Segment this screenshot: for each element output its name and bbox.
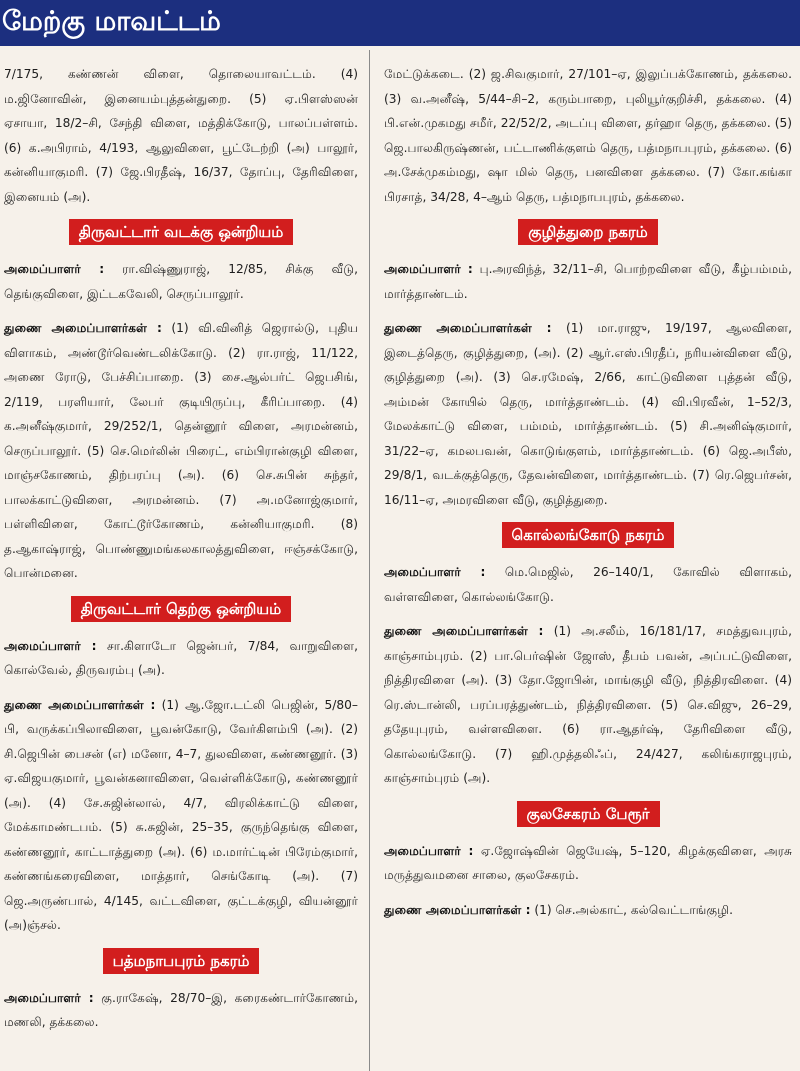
deputy-text: (1) வி.வினித் ஜெரால்டு, புதிய விளாகம், அண்டூர்வெண்டலிக்கோடு. (2) ரா.ராஜ், 11/122, அணை ரோடு, பேச்சிப்பாறை. (3) சை.ஆல்பர்ட் ஜெபசிங், 2/119, பரளியார், லேபர் குடியிருப்பு, கீரிப்பாறை. (4) க.அனீஷ்குமார், 29/252/1, தென்னூர் விளை, அரமன்னம், செருப்பாலூர். (5) செ.மெர்லின் பிரைட், எம்பிரான்குழி விளை, மாஞ்சகோணம், திற்பரப்பு (அ). (6) செ.சுபின் சுந்தர், பாலக்காட்டுவிளை, அரமன்னம். (7) அ.மனோஜ்குமார், பள்ளிவிளை, கோட்டூர்கோணம், கன்னியாகுமரி. (8) த.ஆகாஷ்ராஜ், பொண்ணுமங்கலகாலத்துவிளை, ஈஞ்சக்கோடு, பொன்மனை. bbox=[4, 321, 358, 580]
left-column bbox=[0, 50, 358, 1071]
deputy-text: (1) அ.சலீம், 16/181/17, சமத்துவபுரம், காஞ்சாம்புரம். (2) பா.பெர்ஷின் ஜோஸ், தீபம் பவன், அப்பட்டுவிளை, நித்திரவிளை (அ). (3) தோ.ஜோபின், மாங்குழி வீடு, நித்திரவிளை. (4) ரெ.ஸ்டான்லி, பரப்பரத்துண்டம், நித்திரவிளை. (5) செ.விஜு, 26–29, ததேயுபுரம், வள்ளவிளை. (6) ரா.ஆதர்ஷ், தேரிவிளை வீடு, கொல்லங்கோடு. (7) ஹி.முத்தலிஃப், 24/427, கலிங்கராஜபுரம், காஞ்சாம்புரம் (அ). bbox=[384, 624, 792, 785]
section-heading bbox=[4, 596, 358, 622]
organizer-paragraph bbox=[384, 839, 792, 888]
organizer-text: ஏ.ஜோஷ்வின் ஜெயேஷ், 5–120, கிழக்குவிளை, அரசு மருத்துவமனை சாலை, குலசேகரம். bbox=[384, 843, 793, 882]
organizer-paragraph bbox=[4, 257, 358, 306]
section-heading bbox=[4, 219, 358, 245]
organizer-label: அமைப்பாளர் : bbox=[384, 843, 474, 858]
organizer-text: சா.கிளாடோ ஜென்பர், 7/84, வாறுவிளை, கொல்வேல், திருவரம்பு (அ). bbox=[4, 638, 358, 677]
organizer-paragraph bbox=[4, 986, 358, 1035]
section-heading bbox=[4, 948, 358, 974]
section-heading bbox=[384, 801, 792, 827]
organizer-paragraph bbox=[4, 634, 358, 683]
organizer-paragraph bbox=[384, 257, 792, 306]
deputy-paragraph bbox=[4, 316, 358, 586]
deputy-text: (1) மா.ராஜு, 19/197, ஆலவிளை, இடைத்தெரு, குழித்துறை, (அ). (2) ஆர்.எஸ்.பிரதீப், நரியன்விளை வீடு, குழித்துறை (அ). (3) செ.ரமேஷ், 2/66, காட்டுவிளை புத்தன் வீடு, அம்மன் கோயில் தெரு, மார்த்தாண்டம். (4) வி.பிரவீன், 1–52/3, மேலக்காட்டு விளை, பம்மம், மார்த்தாண்டம். (5) சி.அனிஷ்குமார், 31/22–ஏ, கமலபவன், கொடுங்குளம், மார்த்தாண்டம். (6) ஜெ.அபீஸ், 29/8/1, வடக்குத்தெரு, தேவன்விளை, மார்த்தாண்டம். (7) ரெ.ஜெபர்சன், 16/11–ஏ, அமரவிளை வீடு, குழித்துறை. bbox=[384, 321, 792, 507]
deputy-label: துணை அமைப்பாளர்கள் : bbox=[384, 321, 552, 335]
section-title: திருவட்டார் தெற்கு ஒன்றியம் bbox=[71, 596, 291, 622]
deputy-text: (1) ஆ.ஜோ.டட்லி பெஜின், 5/80–பி, வருக்கப்பிலாவிளை, பூவன்கோடு, வேர்கிளம்பி (அ). (2) சி.ஜெபின் பைசன் (எ) மனோ, 4–7, துலவிளை, கண்ணனூர். (3) ஏ.விஜயகுமார், பூவன்கனாவிளை, வெள்ளிக்கோடு, கண்ணனூர் (அ). (4) சே.சுஜின்லால், 4/7, விரலிக்காட்டு விளை, மேக்காமண்டபம். (5) சு.சுஜின், 25–35, குருந்தெங்கு விளை, கண்ணனூர், காட்டாத்துறை (அ). (6) ம.மார்ட்டின் பிரேம்குமார், கண்ணங்கரைவிளை, மாத்தார், செங்கோடி (அ). (7) ஜெ.அருண்பால், 4/145, வட்டவிளை, குட்டக்குழி, வியன்னூர் (அ)ஞ்சல். bbox=[4, 697, 358, 932]
organizer-label: அமைப்பாளர் : bbox=[384, 262, 473, 276]
deputy-label: துணை அமைப்பாளர்கள் : bbox=[384, 902, 531, 917]
organizer-text: ரா.விஷ்ணுராஜ், 12/85, சிக்கு வீடு, தெங்குவிளை, இட்டகவேலி, செருப்பாலூர். bbox=[4, 262, 358, 301]
section-title: திருவட்டார் வடக்கு ஒன்றியம் bbox=[69, 219, 294, 245]
deputy-label: துணை அமைப்பாளர்கள் : bbox=[384, 624, 544, 638]
right-column bbox=[369, 50, 800, 1071]
intro-paragraph: மேட்டுக்கடை. (2) ஜ.சிவகுமார், 27/101–ஏ, இலுப்பக்கோணம், தக்கலை. (3) வ.அனீஷ், 5/44–சி–2, கரும்பாறை, புலியூர்குறிச்சி, தக்கலை. (4) பி.என்.முகமது சமீர், 22/52/2, அடப்பு விளை, தர்ஹா தெரு, தக்கலை. (5) ஜெ.பாலகிருஷ்ணன், பட்டாணிக்குளம் தெரு, பத்மநாபபுரம், தக்கலை. (6) அ.சேக்முகம்மது, ஷா மில் தெரு, பனவிளை தக்கலை. (7) கோ.கங்கா பிரசாத், 34/28, 4–ஆம் தெரு, பத்மநாபபுரம், தக்கலை. bbox=[384, 67, 792, 204]
organizer-label: அமைப்பாளர் : bbox=[4, 262, 105, 276]
organizer-text: கு.ராகேஷ், 28/70–இ, கரைகண்டார்கோணம், மணலி, தக்கலை. bbox=[4, 990, 358, 1029]
deputy-paragraph bbox=[384, 316, 792, 512]
organizer-label: அமைப்பாளர் : bbox=[4, 990, 94, 1005]
organizer-label: அமைப்பாளர் : bbox=[384, 565, 486, 579]
organizer-text: பு.அரவிந்த், 32/11–சி, பொற்றவிளை வீடு, கீழ்பம்மம், மார்த்தாண்டம். bbox=[384, 262, 792, 301]
section-title: கொல்லங்கோடு நகரம் bbox=[502, 522, 675, 548]
deputy-paragraph bbox=[384, 619, 792, 791]
organizer-label: அமைப்பாளர் : bbox=[4, 638, 97, 653]
intro-paragraph: 7/175, கண்ணன் விளை, தொலையாவட்டம். (4) ம.ஜினோவின், இனையம்புத்தன்துறை. (5) ஏ.பிளஸ்ஸன் ஏசாயா, 18/2–சி, சேந்தி விளை, மத்திக்கோடு, பாலப்பள்ளம். (6) க.அபிராம், 4/193, ஆலுவிளை, பூட்டேற்றி (அ) பாலூர், கன்னியாகுமரி. (7) ஜே.பிரதீஷ், 16/37, தோப்பு, தேரிவிளை, இனையம் (அ). bbox=[4, 67, 358, 204]
section-title: குலசேகரம் பேரூர் bbox=[517, 801, 660, 827]
deputy-paragraph bbox=[4, 693, 358, 938]
section-title: குழித்துறை நகரம் bbox=[518, 219, 657, 245]
section-heading bbox=[384, 219, 792, 245]
organizer-paragraph bbox=[384, 560, 792, 609]
deputy-label: துணை அமைப்பாளர்கள் : bbox=[4, 321, 162, 335]
section-heading bbox=[384, 522, 792, 548]
page-title: மேற்கு மாவட்டம் bbox=[0, 0, 800, 46]
organizer-text: மெ.மெஜில், 26–140/1, கோவில் விளாகம், வள்ளவிளை, கொல்லங்கோடு. bbox=[384, 565, 792, 604]
section-title: பத்மநாபபுரம் நகரம் bbox=[103, 948, 260, 974]
deputy-label: துணை அமைப்பாளர்கள் : bbox=[4, 697, 156, 712]
deputy-paragraph bbox=[384, 898, 792, 923]
deputy-text: (1) செ.அல்காட், கல்வெட்டாங்குழி. bbox=[534, 902, 734, 917]
